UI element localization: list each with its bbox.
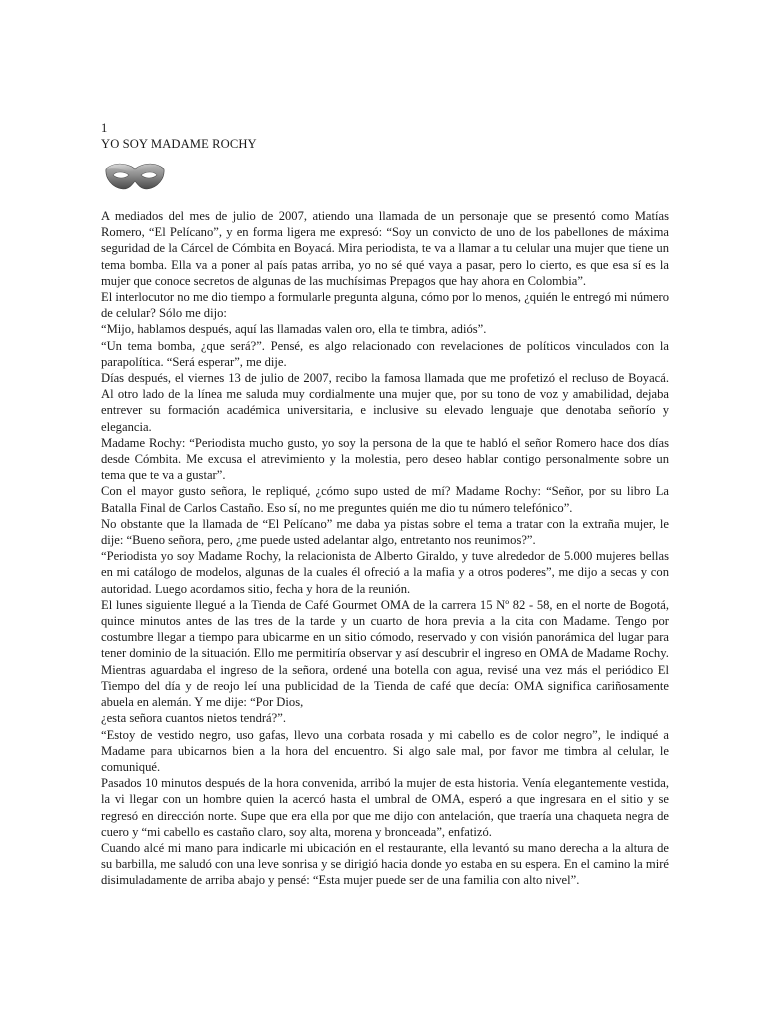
paragraph: “Estoy de vestido negro, uso gafas, llevo una corbata rosada y mi cabello es de color negro”, le indiqué a Madame para ubicarnos bien a la hora del encuentro. Si algo sale mal, por favor me timbra al celular, le comuniqué. — [101, 727, 669, 774]
paragraph: Con el mayor gusto señora, le repliqué, ¿cómo supo usted de mí? Madame Rochy: “Señor, por su libro La Batalla Final de Carlos Castaño. Eso sí, no me preguntes quién me dio tu número telefónico”. — [101, 484, 669, 515]
paragraph: “Mijo, hablamos después, aquí las llamadas valen oro, ella te timbra, adiós”. — [101, 322, 487, 337]
paragraph: A mediados del mes de julio de 2007, atiendo una llamada de un personaje que se presentó como Matías Romero, “El Pelícano”, y en forma ligera me expresó: “Soy un convicto de uno de los pabellones de máxima seguridad de la Cárcel de Cómbita en Boyacá. Mira periodista, te va a llamar a tu celular una mujer que tiene un tema bomba. Ella va a poner al país patas arriba, yo no sé qué vaya a pasar, pero lo cierto, es que esa sí es la mujer que conoce secretos de algunas de las muchísimas Prepagos que hay ahora en Colombia”. — [101, 209, 669, 288]
paragraph: El interlocutor no me dio tiempo a formularle pregunta alguna, cómo por lo menos, ¿quién le entregó mi número de celular? Sólo me dijo: — [101, 290, 669, 321]
paragraph: Madame Rochy: “Periodista mucho gusto, yo soy la persona de la que te habló el señor Romero hace dos días desde Cómbita. Me excusa el atrevimiento y la molestia, pero deseo hablar contigo personalmente sobre un tema que te va a gustar”. — [101, 435, 669, 483]
paragraph: Pasados 10 minutos después de la hora convenida, arribó la mujer de esta historia. Venía elegantemente vestida, la vi llegar con un hombre quien la acercó hasta el umbral de OMA, esperó a que ingresara en el sitio y se regresó en dirección norte. Supe que era ella por que me dijo con antelación, que traería una chaqueta negra de cuero y “mi cabello es castaño claro, soy alta, morena y bronceada”, enfatizó. — [101, 776, 669, 839]
paragraph: El lunes siguiente llegué a la Tienda de Café Gourmet OMA de la carrera 15 Nº 82 - 58, en el norte de Bogotá, quince minutos antes de las tres de la tarde y un cuarto de hora previa a la cita con Madame. Tengo por costumbre llegar a tiempo para ubicarme en un sitio cómodo, reservado y con visión panorámica del lugar para tener dominio de la situación. Ello me permitiría observar y así descubrir el ingreso en OMA de Madame Rochy. — [101, 597, 669, 661]
chapter-title: YO SOY MADAME ROCHY — [101, 137, 257, 151]
chapter-number: 1 — [101, 121, 108, 135]
paragraph: Cuando alcé mi mano para indicarle mi ubicación en el restaurante, ella levantó su mano derecha a la altura de su barbilla, me saludó con una leve sonrisa y se dirigió hacia donde yo estaba en su espera. En el camino la miré disimuladamente de arriba abajo y pensé: “Esta mujer puede ser de una familia con alto nivel”. — [101, 840, 669, 888]
paragraph: “Un tema bomba, ¿que será?”. Pensé, es algo relacionado con revelaciones de políticos vinculados con la parapolítica. “Será esperar”, me dije. — [101, 338, 669, 369]
paragraph: “Periodista yo soy Madame Rochy, la relacionista de Alberto Giraldo, y tuve alrededor de 5.000 mujeres bellas en mi catálogo de modelos, algunas de la cuales él ofreció a la mafia y a otros poderes”, me dijo a secas y con autoridad. Luego acordamos sitio, fecha y hora de la reunión. — [101, 549, 669, 596]
chapter-body — [101, 208, 669, 889]
paragraph: No obstante que la llamada de “El Pelícano” me daba ya pistas sobre el tema a tratar con la extraña mujer, le dije: “Bueno señora, pero, ¿me puede usted adelantar algo, entretanto nos reunimos?”. — [101, 516, 669, 548]
paragraph: ¿esta señora cuantos nietos tendrá?”. — [101, 711, 286, 726]
paragraph: Mientras aguardaba el ingreso de la señora, ordené una botella con agua, revisé una vez más el periódico El Tiempo del día y de reojo leí una publicidad de la Tienda de café que decía: OMA significa cariñosamente abuela en alemán. Y me dije: “Por Dios, — [101, 662, 669, 710]
mask-icon — [104, 160, 166, 192]
paragraph: Días después, el viernes 13 de julio de 2007, recibo la famosa llamada que me profetizó el recluso de Boyacá. Al otro lado de la línea me saluda muy cordialmente una mujer que, por su tono de voz y amabilidad, dejaba entrever su formación académica universitaria, e inclusive su elevado lenguaje que denotaba señorío y elegancia. — [101, 371, 669, 434]
